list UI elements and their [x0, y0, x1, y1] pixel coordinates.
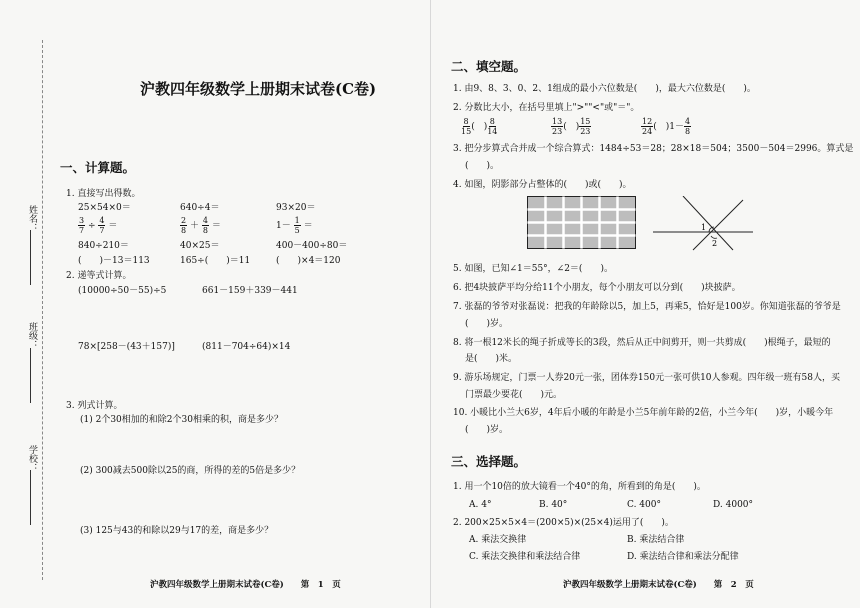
fill-q4: 4. 如图，阴影部分占整体的( )或( )。 — [453, 180, 632, 190]
binding-line — [42, 40, 43, 580]
page-2 — [430, 0, 860, 608]
step-calc-item: (811－704÷64)×14 — [202, 342, 291, 352]
page-footer: 沪教四年级数学上册期末试卷(C卷) 第 1 页 — [150, 580, 341, 590]
calc-fraction-item: 1－ $\frac{1}{5}$ ＝ — [276, 216, 313, 235]
step-calc-item: 78×[258－(43＋157)] — [78, 342, 175, 352]
step-calc-item: (10000÷50－55)÷5 — [78, 286, 167, 296]
fill-q3: 3. 把分步算式合并成一个综合算式：1484÷53＝28；28×18＝504；3500－504＝2996。算式是 — [453, 144, 854, 154]
choice-q1: 1. 用一个10倍的放大镜看一个40°的角，所看到的角是( )。 — [453, 482, 706, 492]
class-blank — [30, 348, 31, 403]
angle-label-1: 1 — [701, 223, 707, 232]
class-label: 班级： — [27, 322, 37, 349]
fill-q10: 10. 小暖比小兰大6岁，4年后小暖的年龄是小兰5年前年龄的2倍，小兰今年( )岁，小暖今年 — [453, 408, 834, 418]
fill-q1: 1. 由9、8、3、0、2、1组成的最小六位数是( )，最大六位数是( )。 — [453, 84, 756, 94]
fraction-compare: $\frac{12}{24}$ ( )1－ $\frac{4}{8}$ — [642, 117, 691, 136]
fill-q7: 7. 张磊的爷爷对张磊说：把我的年龄除以5，加上5，再乘5，恰好是100岁。你知道张磊的爷爷是 — [453, 302, 841, 312]
word-problem: (3) 125与43的和除以29与17的差，商是多少？ — [80, 526, 274, 536]
calc-item: 25×54×0＝ — [78, 203, 131, 213]
calc-item: 640÷4＝ — [180, 203, 220, 213]
section-heading-1: 一、计算题。 — [60, 160, 136, 175]
calc-item: 400－400÷80＝ — [276, 241, 348, 251]
page-title: 沪教四年级数学上册期末试卷(C卷) — [140, 80, 377, 98]
q3-label: 3. 列式计算。 — [66, 401, 123, 411]
calc-item: 93×20＝ — [276, 203, 316, 213]
section-heading-2: 二、填空题。 — [451, 59, 527, 74]
fill-q8: 8. 将一根12米长的绳子折成等长的3段，然后从正中间剪开，则一共剪成( )根绳子，最短的 — [453, 338, 831, 348]
choice-option: A. 4° — [469, 500, 492, 510]
fraction-compare: $\frac{13}{23}$ ( ) $\frac{15}{23}$ — [552, 117, 591, 136]
choice-option: D. 乘法结合律和乘法分配律 — [627, 552, 739, 562]
fraction-compare: $\frac{8}{15}$ ( ) $\frac{8}{14}$ — [461, 117, 498, 136]
fill-q9-cont: 门票最少要花( )元。 — [465, 390, 563, 400]
fill-q8-cont: 是( )米。 — [465, 354, 518, 364]
calc-fraction-item: $\frac{3}{7}$ ÷ $\frac{4}{7}$ ＝ — [79, 216, 118, 235]
fill-q2: 2. 分数比大小，在括号里填上">""<"或"＝"。 — [453, 103, 640, 113]
choice-option: D. 4000° — [713, 500, 754, 510]
fill-q6: 6. 把4块披萨平均分给11个小朋友，每个小朋友可以分到( )块披萨。 — [453, 283, 741, 293]
calc-item: ( )－13＝113 — [78, 256, 150, 266]
calc-item: 840÷210＝ — [78, 241, 129, 251]
choice-option: B. 乘法结合律 — [627, 535, 685, 545]
school-blank — [30, 470, 31, 525]
fill-q10-cont: ( )岁。 — [465, 425, 509, 435]
calc-item: ( )×4＝120 — [276, 256, 341, 266]
calc-fraction-item: $\frac{2}{8}$ ＋ $\frac{4}{8}$ ＝ — [181, 216, 221, 235]
name-label: 姓名： — [27, 205, 37, 232]
angle-figure — [653, 196, 753, 254]
choice-option: A. 乘法交换律 — [469, 535, 527, 545]
fill-q5: 5. 如图，已知∠1＝55°，∠2＝( )。 — [453, 264, 613, 274]
shaded-grid-figure — [527, 196, 637, 250]
choice-option: C. 400° — [627, 500, 661, 510]
q2-label: 2. 递等式计算。 — [66, 271, 132, 281]
angle-label-2: 2 — [712, 239, 718, 248]
school-label: 学校： — [27, 445, 37, 472]
word-problem: (1) 2个30相加的和除2个30相乘的积，商是多少？ — [80, 415, 283, 425]
fill-q9: 9. 游乐场规定，门票一人券20元一张，团体券150元一张可供10人参观。四年级一班有58人，买 — [453, 373, 840, 383]
page-footer: 沪教四年级数学上册期末试卷(C卷) 第 2 页 — [563, 580, 754, 590]
choice-option: C. 乘法交换律和乘法结合律 — [469, 552, 581, 562]
fill-q7-cont: ( )岁。 — [465, 319, 509, 329]
choice-q2: 2. 200×25×5×4＝(200×5)×(25×4)运用了( )。 — [453, 518, 674, 528]
fill-q3-cont: ( )。 — [465, 161, 500, 171]
name-blank — [30, 230, 31, 285]
step-calc-item: 661－159＋339－441 — [202, 286, 298, 296]
choice-option: B. 40° — [539, 500, 568, 510]
q1-label: 1. 直接写出得数。 — [66, 189, 141, 199]
section-heading-3: 三、选择题。 — [451, 454, 527, 469]
calc-item: 40×25＝ — [180, 241, 220, 251]
calc-item: 165÷( )＝11 — [180, 256, 251, 266]
word-problem: (2) 300减去500除以25的商，所得的差的5倍是多少？ — [80, 466, 301, 476]
